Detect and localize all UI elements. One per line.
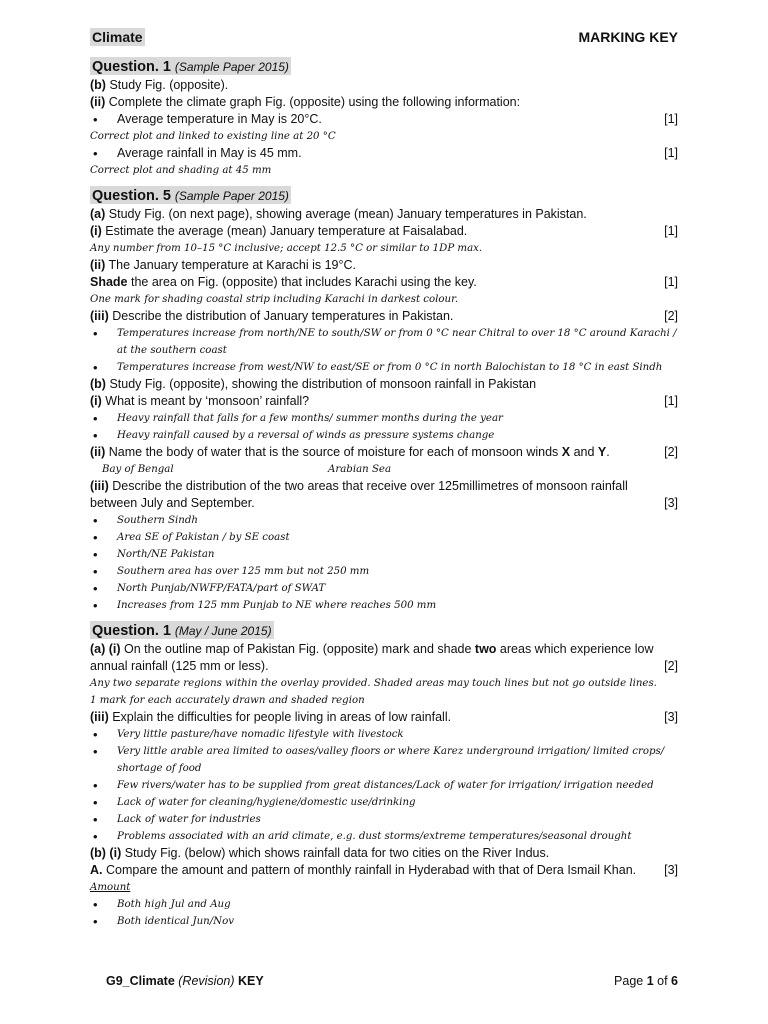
document-title: Climate [92, 29, 143, 45]
mark: [2] [664, 309, 678, 323]
question-part: (ii) The January temperature at Karachi is 19°C. [90, 258, 357, 272]
answer-subheading: Amount [90, 882, 131, 893]
mark: [1] [664, 112, 678, 126]
answer-text: Bay of Bengal Arabian Sea [102, 464, 392, 475]
answer-bullet: • Area SE of Pakistan / by SE coast [90, 529, 678, 546]
question-part: (b) (i) Study Fig. (below) which shows rainfall data for two cities on the River Indus. [90, 846, 550, 860]
answer-text: Any number from 10–15 °C inclusive; accept 12.5 °C or similar to 1DP max. [90, 243, 483, 254]
question-heading: Question. 1 (May / June 2015) [92, 623, 272, 639]
mark: [2] [664, 445, 678, 459]
answer-bullet: • Lack of water for industries [90, 811, 678, 828]
page-header [90, 28, 678, 50]
list-item: • Average rainfall in May is 45 mm. [1] [90, 145, 678, 162]
question-part: (ii) Name the body of water that is the source of moisture for each of monsoon winds X and Y. [2] [90, 445, 678, 459]
answer-bullet: • North Punjab/NWFP/FATA/part of SWAT [90, 580, 678, 597]
mark: [3] [664, 710, 678, 724]
answer-bullet: • North/NE Pakistan [90, 546, 678, 563]
answer-bullet: • Temperatures increase from north/NE to south/SW or from 0 °C near Chitral to over 18 °C around Karachi / at the southern coast [90, 325, 678, 359]
answer-text: Any two separate regions within the overlay provided. Shaded areas may touch lines but not go outside lines. [90, 678, 657, 689]
list-item: • Average temperature in May is 20°C. [1] [90, 111, 678, 128]
mark: [1] [664, 394, 678, 408]
page-footer [106, 974, 678, 988]
question-part: (a) Study Fig. (on next page), showing average (mean) January temperatures in Pakistan. [90, 207, 587, 221]
document-page [90, 28, 678, 930]
answer-bullet: • Heavy rainfall that falls for a few months/ summer months during the year [90, 410, 678, 427]
question-part: (iii) Explain the difficulties for people living in areas of low rainfall. [3] [90, 710, 678, 724]
question-part: (iii) Describe the distribution of the two areas that receive over 125millimetres of monsoon rainfall between July and September. [3] [90, 479, 678, 510]
mark: [3] [664, 863, 678, 877]
answer-bullet: • Heavy rainfall caused by a reversal of winds as pressure systems change [90, 427, 678, 444]
mark: [1] [664, 224, 678, 238]
answer-bullet: • Both identical Jun/Nov [90, 913, 678, 930]
question-part: (ii) Complete the climate graph Fig. (opposite) using the following information: [90, 95, 521, 109]
answer-bullet: • Both high Jul and Aug [90, 896, 678, 913]
answer-bullet: • Few rivers/water has to be supplied from great distances/Lack of water for irrigation/ irrigation needed [90, 777, 678, 794]
answer-text: Correct plot and linked to existing line at 20 °C [90, 131, 336, 142]
question-part: (iii) Describe the distribution of January temperatures in Pakistan. [2] [90, 309, 678, 323]
question-part: (i) Estimate the average (mean) January temperature at Faisalabad. [1] [90, 224, 678, 238]
answer-text: Correct plot and shading at 45 mm [90, 165, 272, 176]
answer-bullet: • Temperatures increase from west/NW to east/SE or from 0 °C in north Balochistan to 18 °C in east Sindh [90, 359, 678, 376]
footer-document-name: G9_Climate (Revision) KEY [106, 974, 264, 988]
question-part: annual rainfall (125 mm or less). [2] [90, 659, 678, 673]
question-part: (i) What is meant by ‘monsoon’ rainfall? [1] [90, 394, 678, 408]
answer-bullet: • Southern Sindh [90, 512, 678, 529]
question-part: (b) Study Fig. (opposite), showing the distribution of monsoon rainfall in Pakistan [90, 377, 537, 391]
answer-text: 1 mark for each accurately drawn and shaded region [90, 695, 365, 706]
mark: [1] [664, 275, 678, 289]
mark: [2] [664, 659, 678, 673]
page-number: Page 1 of 6 [614, 974, 678, 988]
answer-text: One mark for shading coastal strip including Karachi in darkest colour. [90, 294, 459, 305]
marking-key-label: MARKING KEY [578, 29, 678, 45]
answer-bullet: • Problems associated with an arid climate, e.g. dust storms/extreme temperatures/seasonal drought [90, 828, 678, 845]
mark: [1] [664, 146, 678, 160]
answer-bullet: • Southern area has over 125 mm but not 250 mm [90, 563, 678, 580]
answer-bullet: • Increases from 125 mm Punjab to NE where reaches 500 mm [90, 597, 678, 614]
question-heading: Question. 5 (Sample Paper 2015) [92, 188, 289, 204]
answer-bullet: • Lack of water for cleaning/hygiene/domestic use/drinking [90, 794, 678, 811]
answer-bullet: • Very little pasture/have nomadic lifestyle with livestock [90, 726, 678, 743]
question-part: (a) (i) On the outline map of Pakistan Fig. (opposite) mark and shade two areas which experience low [90, 642, 654, 656]
question-part: Shade the area on Fig. (opposite) that includes Karachi using the key. [1] [90, 275, 678, 289]
question-heading: Question. 1 (Sample Paper 2015) [92, 59, 289, 75]
question-part: A. Compare the amount and pattern of monthly rainfall in Hyderabad with that of Dera Ismail Khan. [3] [90, 863, 678, 877]
mark: [3] [664, 496, 678, 510]
question-part: (b) Study Fig. (opposite). [90, 78, 229, 92]
answer-bullet: • Very little arable area limited to oases/valley floors or where Karez underground irrigation/ limited crops/ shortage of food [90, 743, 678, 777]
